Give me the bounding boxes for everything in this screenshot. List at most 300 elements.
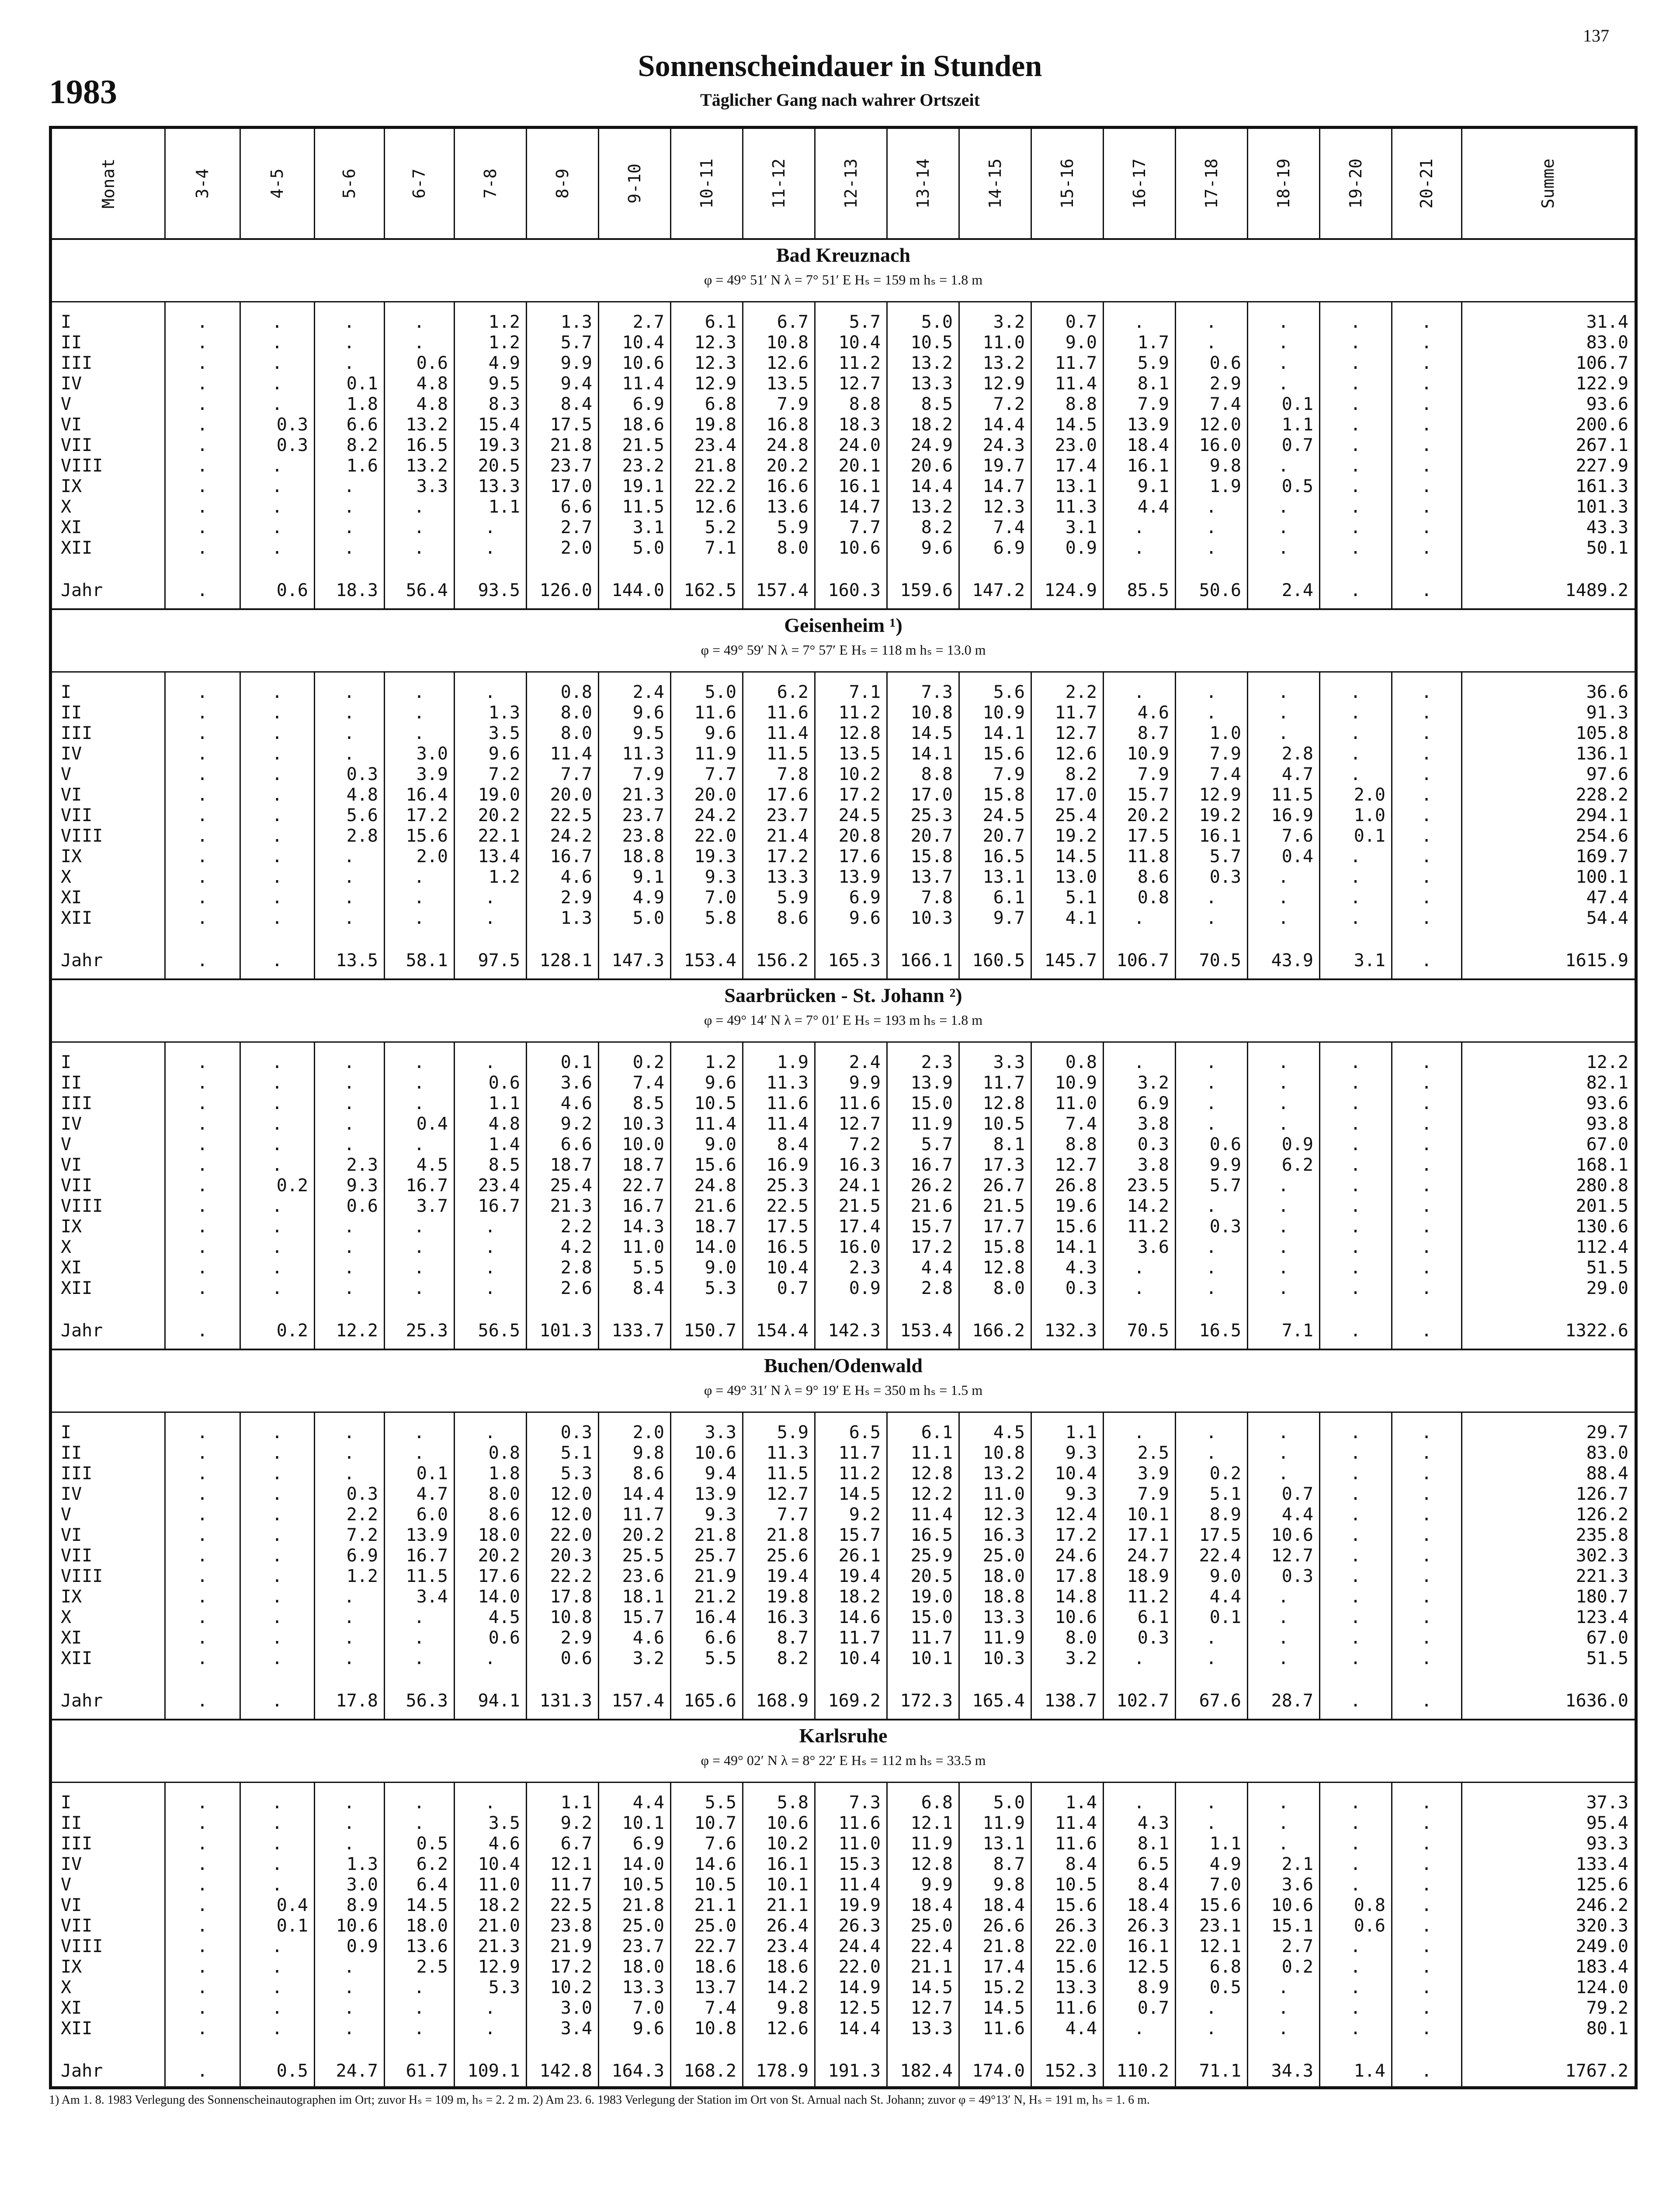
table-cell-empty: . — [485, 538, 496, 558]
sum-cell: 67.0 — [1586, 1134, 1628, 1155]
table-cell-empty: . — [197, 1793, 208, 1813]
table-cell: 9.7 — [993, 908, 1025, 928]
table-cell-empty: . — [1421, 1936, 1432, 1956]
table-cell-empty: . — [1350, 1607, 1361, 1627]
table-cell: 10.0 — [622, 1134, 664, 1155]
table-cell-empty: . — [1134, 517, 1145, 538]
column-divider — [314, 129, 315, 2086]
table-cell-empty: . — [1278, 682, 1289, 702]
table-cell: 12.7 — [1055, 723, 1097, 743]
table-cell: 0.3 — [346, 764, 378, 784]
table-cell: 16.6 — [766, 476, 809, 496]
table-cell: 12.2 — [336, 1321, 378, 1341]
month-label: VI — [61, 1525, 82, 1545]
table-cell: 16.1 — [1127, 456, 1169, 476]
table-cell: 11.3 — [766, 1443, 809, 1463]
table-cell: 12.9 — [694, 374, 736, 394]
table-cell: 8.8 — [1065, 1134, 1097, 1155]
table-cell-empty: . — [271, 1422, 283, 1443]
table-cell: 1.2 — [488, 867, 520, 887]
table-cell-empty: . — [197, 1566, 208, 1586]
table-cell-empty: . — [413, 682, 425, 702]
table-cell: 165.6 — [684, 1691, 736, 1711]
table-cell-empty: . — [1421, 1052, 1432, 1072]
table-cell: 24.4 — [838, 1936, 881, 1956]
sum-cell: 221.3 — [1576, 1566, 1628, 1586]
column-header-label: Summe — [1538, 158, 1558, 209]
table-cell-empty: . — [344, 1114, 355, 1134]
table-cell-empty: . — [1134, 2019, 1145, 2039]
table-cell: 12.5 — [838, 1998, 881, 2018]
column-header — [1247, 129, 1319, 238]
month-label: III — [61, 353, 93, 373]
sum-cell: 29.7 — [1586, 1422, 1628, 1443]
table-cell: 2.8 — [921, 1278, 953, 1298]
table-cell: 23.8 — [622, 826, 664, 846]
month-label: IX — [61, 1957, 82, 1977]
table-cell: 16.7 — [478, 1196, 520, 1216]
month-label: II — [61, 1073, 82, 1093]
table-cell-empty: . — [413, 723, 425, 743]
table-cell-empty: . — [271, 1998, 283, 2018]
table-cell-empty: . — [1206, 1628, 1217, 1648]
sum-cell: 31.4 — [1586, 312, 1628, 332]
table-cell: 14.7 — [838, 497, 881, 517]
table-cell-empty: . — [1206, 888, 1217, 908]
table-cell: 4.3 — [1065, 1258, 1097, 1278]
table-cell: 1.2 — [488, 333, 520, 353]
month-label: I — [61, 312, 72, 332]
table-cell-empty: . — [1134, 1258, 1145, 1278]
table-cell-empty: . — [271, 744, 283, 764]
table-cell-empty: . — [344, 1793, 355, 1813]
table-cell: 11.5 — [766, 1464, 809, 1484]
table-cell: 21.9 — [550, 1936, 592, 1956]
table-cell: 8.5 — [921, 394, 953, 414]
table-cell: 150.7 — [684, 1321, 736, 1341]
table-cell: 21.2 — [694, 1587, 736, 1607]
table-cell: 5.0 — [632, 908, 664, 928]
table-cell-empty: . — [485, 517, 496, 538]
table-cell: 12.1 — [910, 1813, 953, 1833]
table-cell-empty: . — [1350, 1176, 1361, 1196]
table-cell-empty: . — [1421, 1114, 1432, 1134]
table-cell: 7.8 — [777, 764, 809, 784]
table-cell: 17.6 — [838, 846, 881, 867]
table-cell: 26.2 — [910, 1176, 953, 1196]
table-cell-empty: . — [271, 1628, 283, 1648]
month-label: V — [61, 1875, 72, 1895]
column-header — [598, 129, 670, 238]
table-cell: 9.2 — [560, 1813, 592, 1833]
sum-cell: 161.3 — [1576, 476, 1628, 496]
table-cell-empty: . — [1350, 1957, 1361, 1977]
table-cell-empty: . — [271, 1217, 283, 1237]
column-header — [52, 129, 165, 238]
sum-cell: 54.4 — [1586, 908, 1628, 928]
table-cell-empty: . — [271, 1813, 283, 1833]
table-cell: 8.6 — [488, 1505, 520, 1525]
month-label: III — [61, 1464, 93, 1484]
table-cell: 12.1 — [550, 1854, 592, 1874]
table-cell: 15.1 — [1271, 1916, 1313, 1936]
table-cell-empty: . — [197, 1875, 208, 1895]
table-cell: 0.7 — [1281, 435, 1313, 455]
table-cell-empty: . — [197, 1648, 208, 1668]
table-cell: 153.4 — [900, 1321, 953, 1341]
table-cell: 14.6 — [838, 1607, 881, 1627]
month-label: VI — [61, 1895, 82, 1915]
sum-cell: 1322.6 — [1565, 1321, 1628, 1341]
table-cell: 21.3 — [622, 785, 664, 805]
table-cell: 9.0 — [705, 1258, 736, 1278]
table-cell-empty: . — [485, 682, 496, 702]
table-cell-empty: . — [1350, 1875, 1361, 1895]
table-cell: 12.3 — [982, 497, 1025, 517]
table-cell: 3.0 — [560, 1998, 592, 2018]
column-divider — [240, 129, 241, 2086]
table-cell: 23.6 — [622, 1566, 664, 1586]
sum-cell: 112.4 — [1576, 1237, 1628, 1257]
table-cell: 34.3 — [1271, 2061, 1313, 2081]
table-cell-empty: . — [1421, 580, 1432, 600]
table-cell: 144.0 — [611, 580, 664, 600]
month-label: IV — [61, 1854, 82, 1874]
table-cell-empty: . — [344, 1217, 355, 1237]
table-cell-empty: . — [197, 1134, 208, 1155]
table-cell-empty: . — [1350, 1073, 1361, 1093]
sum-cell: 67.0 — [1586, 1628, 1628, 1648]
column-divider — [958, 129, 960, 2086]
table-cell-empty: . — [197, 826, 208, 846]
table-cell: 26.3 — [1127, 1916, 1169, 1936]
table-cell: 17.5 — [1199, 1525, 1241, 1545]
table-cell: 7.7 — [777, 1505, 809, 1525]
table-cell: 1.0 — [1209, 723, 1241, 743]
table-cell-empty: . — [485, 888, 496, 908]
table-cell: 1.1 — [560, 1793, 592, 1813]
table-cell: 13.9 — [694, 1484, 736, 1504]
table-cell: 0.5 — [1209, 1977, 1241, 1998]
table-cell-empty: . — [197, 1114, 208, 1134]
table-cell: 3.6 — [1137, 1237, 1169, 1257]
table-cell: 0.5 — [416, 1834, 448, 1854]
table-cell: 70.5 — [1199, 950, 1241, 971]
table-cell: 8.1 — [1137, 1834, 1169, 1854]
column-divider — [742, 129, 743, 2086]
table-cell: 0.4 — [276, 1895, 308, 1915]
column-header-label: 7-8 — [480, 168, 500, 199]
table-cell-empty: . — [197, 1628, 208, 1648]
table-cell: 10.4 — [478, 1854, 520, 1874]
table-cell: 0.2 — [276, 1176, 308, 1196]
table-cell: 22.0 — [550, 1525, 592, 1545]
table-cell: 23.7 — [550, 456, 592, 476]
table-cell: 142.8 — [539, 2061, 592, 2081]
sum-cell: 79.2 — [1586, 1998, 1628, 2018]
month-label: I — [61, 1793, 72, 1813]
station-header — [52, 1350, 1635, 1413]
table-cell: 17.8 — [1055, 1566, 1097, 1586]
column-divider — [454, 129, 455, 2086]
table-cell: 13.3 — [766, 867, 809, 887]
table-cell: 110.2 — [1116, 2061, 1169, 2081]
sum-cell: 100.1 — [1576, 867, 1628, 887]
sum-cell: 122.9 — [1576, 374, 1628, 394]
table-cell: 25.0 — [910, 1916, 953, 1936]
column-header-label: Monat — [99, 158, 118, 209]
table-cell-empty: . — [1421, 1916, 1432, 1936]
table-cell: 8.7 — [777, 1628, 809, 1648]
month-label: I — [61, 1052, 72, 1072]
table-cell-empty: . — [197, 353, 208, 373]
table-cell: 23.7 — [622, 805, 664, 825]
table-cell: 11.6 — [838, 1093, 881, 1113]
table-cell-empty: . — [1278, 723, 1289, 743]
table-cell: 3.9 — [1137, 1464, 1169, 1484]
table-cell: 8.0 — [777, 538, 809, 558]
table-cell: 10.9 — [1055, 1073, 1097, 1093]
table-cell: 20.2 — [1127, 805, 1169, 825]
table-cell: 15.7 — [1127, 785, 1169, 805]
table-cell-empty: . — [1278, 353, 1289, 373]
column-divider — [1319, 129, 1320, 2086]
table-cell-empty: . — [197, 435, 208, 455]
table-cell-empty: . — [197, 1155, 208, 1175]
sum-cell: 136.1 — [1576, 744, 1628, 764]
station-coordinates: φ = 49° 31′ N λ = 9° 19′ E Hₛ = 350 m hₛ = 1.5 m — [704, 1382, 983, 1398]
table-cell: 14.5 — [1055, 415, 1097, 435]
table-cell: 22.1 — [478, 826, 520, 846]
table-cell: 19.4 — [838, 1566, 881, 1586]
table-cell: 13.3 — [910, 374, 953, 394]
table-cell-empty: . — [271, 1834, 283, 1854]
table-cell-empty: . — [413, 1998, 425, 2018]
table-cell: 16.1 — [1127, 1936, 1169, 1956]
table-cell: 11.7 — [982, 1073, 1025, 1093]
column-divider — [1391, 129, 1392, 2086]
month-label: VII — [61, 805, 93, 825]
column-header-label: 17-18 — [1201, 158, 1221, 209]
table-cell-empty: . — [1278, 1422, 1289, 1443]
table-cell-empty: . — [1206, 1237, 1217, 1257]
station-coordinates: φ = 49° 51′ N λ = 7° 51′ E Hₛ = 159 m hₛ = 1.8 m — [704, 272, 983, 288]
table-cell-empty: . — [1278, 1052, 1289, 1072]
table-cell-empty: . — [1421, 374, 1432, 394]
table-cell-empty: . — [1206, 2019, 1217, 2039]
table-cell: 20.8 — [838, 826, 881, 846]
table-cell: 20.7 — [910, 826, 953, 846]
table-cell-empty: . — [1421, 1566, 1432, 1586]
table-cell: 14.9 — [838, 1977, 881, 1998]
table-cell: 124.9 — [1044, 580, 1097, 600]
table-cell: 132.3 — [1044, 1321, 1097, 1341]
table-cell: 12.6 — [1055, 744, 1097, 764]
table-cell: 6.8 — [1209, 1957, 1241, 1977]
table-cell-empty: . — [1206, 517, 1217, 538]
table-cell: 0.7 — [777, 1278, 809, 1298]
table-cell-empty: . — [413, 1278, 425, 1298]
table-cell-empty: . — [1421, 517, 1432, 538]
table-cell: 1.9 — [777, 1052, 809, 1072]
sum-cell: 133.4 — [1576, 1854, 1628, 1874]
table-cell: 10.5 — [1055, 1875, 1097, 1895]
table-cell: 21.9 — [694, 1566, 736, 1586]
table-cell-empty: . — [344, 1813, 355, 1833]
table-cell-empty: . — [271, 1587, 283, 1607]
table-cell-empty: . — [1350, 333, 1361, 353]
table-cell: 10.3 — [910, 908, 953, 928]
table-cell-empty: . — [271, 723, 283, 743]
table-cell: 21.0 — [478, 1916, 520, 1936]
table-cell: 1.0 — [1354, 805, 1385, 825]
column-header — [743, 129, 815, 238]
table-cell-empty: . — [271, 538, 283, 558]
table-cell: 16.5 — [982, 846, 1025, 867]
table-cell-empty: . — [1421, 1155, 1432, 1175]
table-cell-empty: . — [1421, 1813, 1432, 1833]
table-cell-empty: . — [197, 764, 208, 784]
month-label: IX — [61, 476, 82, 496]
month-label: XI — [61, 888, 82, 908]
sum-cell: 93.6 — [1586, 1093, 1628, 1113]
table-cell-empty: . — [1350, 1525, 1361, 1545]
table-cell: 9.0 — [1209, 1566, 1241, 1586]
table-cell: 14.4 — [838, 2019, 881, 2039]
table-cell-empty: . — [1350, 1321, 1361, 1341]
table-cell: 14.7 — [982, 476, 1025, 496]
table-cell: 16.5 — [406, 435, 448, 455]
table-cell: 24.5 — [982, 805, 1025, 825]
table-cell: 5.3 — [488, 1977, 520, 1998]
table-cell-empty: . — [1421, 476, 1432, 496]
table-cell-empty: . — [271, 1073, 283, 1093]
column-header-label: 15-16 — [1057, 158, 1077, 209]
month-label: Jahr — [61, 1321, 103, 1341]
table-cell: 19.1 — [622, 476, 664, 496]
sunshine-table — [49, 126, 1638, 2089]
table-cell: 3.8 — [1137, 1114, 1169, 1134]
table-cell-empty: . — [197, 2061, 208, 2081]
table-cell: 2.0 — [560, 538, 592, 558]
month-label: V — [61, 394, 72, 414]
table-cell: 15.6 — [694, 1155, 736, 1175]
table-cell-empty: . — [1350, 1587, 1361, 1607]
table-cell: 0.9 — [1281, 1134, 1313, 1155]
table-cell-empty: . — [197, 1916, 208, 1936]
table-cell: 20.2 — [766, 456, 809, 476]
table-cell-empty: . — [1134, 312, 1145, 332]
table-cell-empty: . — [1206, 908, 1217, 928]
table-cell: 0.5 — [276, 2061, 308, 2081]
column-divider — [1103, 129, 1104, 2086]
table-cell-empty: . — [1206, 703, 1217, 723]
sum-cell: 93.8 — [1586, 1114, 1628, 1134]
table-cell: 5.0 — [705, 682, 736, 702]
table-cell-empty: . — [1278, 1998, 1289, 2018]
sum-cell: 80.1 — [1586, 2019, 1628, 2039]
table-cell-empty: . — [1421, 1793, 1432, 1813]
table-cell-empty: . — [413, 1052, 425, 1072]
table-cell: 4.4 — [1137, 497, 1169, 517]
table-cell: 4.9 — [632, 888, 664, 908]
table-cell-empty: . — [271, 333, 283, 353]
table-cell: 101.3 — [539, 1321, 592, 1341]
table-cell: 18.4 — [1127, 435, 1169, 455]
table-cell-empty: . — [197, 1278, 208, 1298]
table-cell: 25.9 — [910, 1546, 953, 1566]
column-divider — [598, 129, 599, 2086]
table-cell: 18.0 — [406, 1916, 448, 1936]
table-cell: 10.5 — [694, 1875, 736, 1895]
table-cell-empty: . — [271, 1093, 283, 1113]
table-cell: 1.4 — [488, 1134, 520, 1155]
table-cell: 28.7 — [1271, 1691, 1313, 1711]
table-cell: 15.6 — [1055, 1957, 1097, 1977]
table-cell-empty: . — [1350, 374, 1361, 394]
table-cell: 0.8 — [1354, 1895, 1385, 1915]
table-cell: 85.5 — [1127, 580, 1169, 600]
table-cell: 19.8 — [694, 415, 736, 435]
table-cell: 10.4 — [622, 333, 664, 353]
table-cell-empty: . — [1278, 1607, 1289, 1627]
table-cell-empty: . — [271, 1875, 283, 1895]
table-cell-empty: . — [344, 723, 355, 743]
table-cell: 18.7 — [694, 1217, 736, 1237]
table-cell-empty: . — [1421, 394, 1432, 414]
table-cell-empty: . — [1421, 1422, 1432, 1443]
sum-cell: 294.1 — [1576, 805, 1628, 825]
table-cell: 7.6 — [1281, 826, 1313, 846]
table-cell: 14.4 — [622, 1484, 664, 1504]
month-label: Jahr — [61, 950, 103, 971]
table-cell: 7.9 — [1137, 394, 1169, 414]
table-cell: 25.3 — [766, 1176, 809, 1196]
table-cell: 14.5 — [406, 1895, 448, 1915]
table-cell: 22.4 — [910, 1936, 953, 1956]
table-cell: 3.9 — [416, 764, 448, 784]
table-cell-empty: . — [271, 456, 283, 476]
table-cell: 21.5 — [838, 1196, 881, 1216]
table-cell: 3.8 — [1137, 1155, 1169, 1175]
station-name: Buchen/Odenwald — [764, 1354, 923, 1377]
table-cell: 6.8 — [705, 394, 736, 414]
table-cell: 16.7 — [406, 1546, 448, 1566]
table-cell: 3.0 — [346, 1875, 378, 1895]
table-cell-empty: . — [344, 888, 355, 908]
table-cell: 16.7 — [910, 1155, 953, 1175]
table-cell: 7.7 — [560, 764, 592, 784]
table-cell-empty: . — [1206, 1998, 1217, 2018]
table-cell: 15.4 — [478, 415, 520, 435]
table-cell: 109.1 — [467, 2061, 520, 2081]
table-cell: 178.9 — [756, 2061, 809, 2081]
table-cell: 26.3 — [1055, 1916, 1097, 1936]
month-label: VII — [61, 1546, 93, 1566]
month-label: VIII — [61, 1936, 103, 1956]
table-cell: 4.1 — [1065, 908, 1097, 928]
table-cell-empty: . — [1421, 538, 1432, 558]
table-cell: 12.0 — [550, 1484, 592, 1504]
month-label: XI — [61, 1998, 82, 2018]
table-cell: 6.9 — [632, 1834, 664, 1854]
sum-cell: 123.4 — [1576, 1607, 1628, 1627]
table-cell: 24.2 — [694, 805, 736, 825]
table-cell-empty: . — [413, 497, 425, 517]
table-cell-empty: . — [1421, 1957, 1432, 1977]
table-cell: 10.1 — [622, 1813, 664, 1833]
table-cell: 7.4 — [1209, 394, 1241, 414]
